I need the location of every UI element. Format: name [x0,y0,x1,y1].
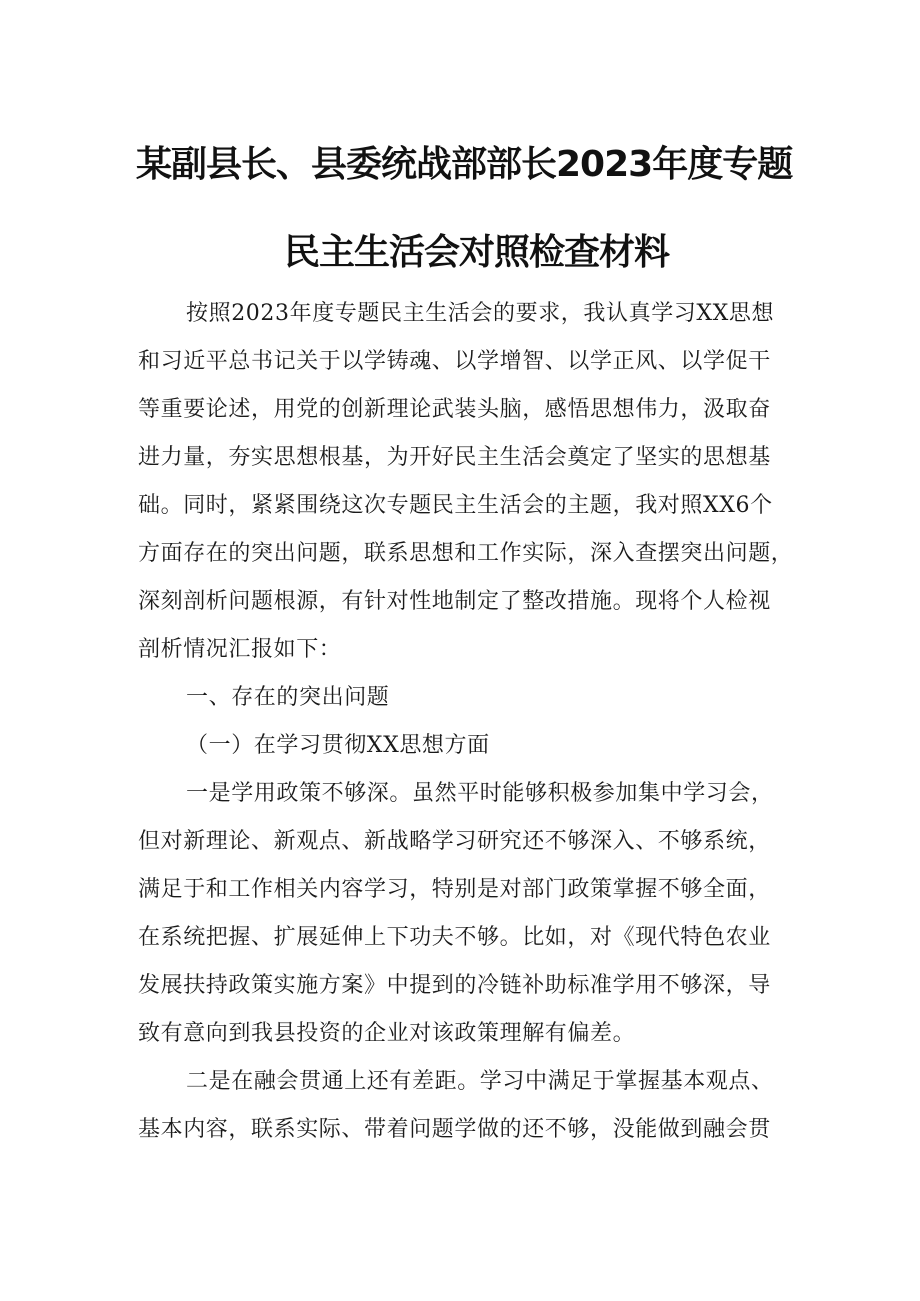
paragraph-line-13: 发展扶持政策实施方案》中提到的冷链补助标准学用不够深，导 [138,973,771,998]
paragraph-line-3: 等重要论述，用党的创新理论武装头脑，感悟思想伟力，汲取奋 [138,397,771,422]
paragraph-line-11: 满足于和工作相关内容学习，特别是对部门政策掌握不够全面， [138,877,771,902]
section-heading: 一、存在的突出问题 [186,685,390,710]
paragraph-line-2: 和习近平总书记关于以学铸魂、以学增智、以学正风、以学促干 [138,349,771,374]
paragraph-line-15: 二是在融会贯通上还有差距。学习中满足于掌握基本观点、 [186,1069,774,1094]
paragraph-line-1: 按照2023年度专题民主生活会的要求，我认真学习XX思想 [186,301,775,326]
paragraph-line-5: 础。同时，紧紧围绕这次专题民主生活会的主题，我对照XX6个 [138,493,773,518]
paragraph-line-7: 深刻剖析问题根源，有针对性地制定了整改措施。现将个人检视 [138,589,771,614]
paragraph-line-14: 致有意向到我县投资的企业对该政策理解有偏差。 [138,1021,636,1046]
document-title-line-1: 某副县长、县委统战部部长2023年度专题 [136,144,793,185]
paragraph-line-6: 方面存在的突出问题，联系思想和工作实际，深入查摆突出问题， [138,541,794,566]
paragraph-line-12: 在系统把握、扩展延伸上下功夫不够。比如，对《现代特色农业 [138,925,771,950]
subsection-heading: （一）在学习贯彻XX思想方面 [186,733,490,758]
paragraph-line-16: 基本内容，联系实际、带着问题学做的还不够，没能做到融会贯 [138,1117,771,1142]
paragraph-line-10: 但对新理论、新观点、新战略学习研究还不够深入、不够系统， [138,829,771,854]
paragraph-line-4: 进力量，夯实思想根基，为开好民主生活会奠定了坚实的思想基 [138,445,771,470]
paragraph-line-8: 剖析情况汇报如下： [138,637,342,662]
document-title-line-2: 民主生活会对照检查材料 [284,232,670,273]
paragraph-line-9: 一是学用政策不够深。虽然平时能够积极参加集中学习会， [186,781,774,806]
